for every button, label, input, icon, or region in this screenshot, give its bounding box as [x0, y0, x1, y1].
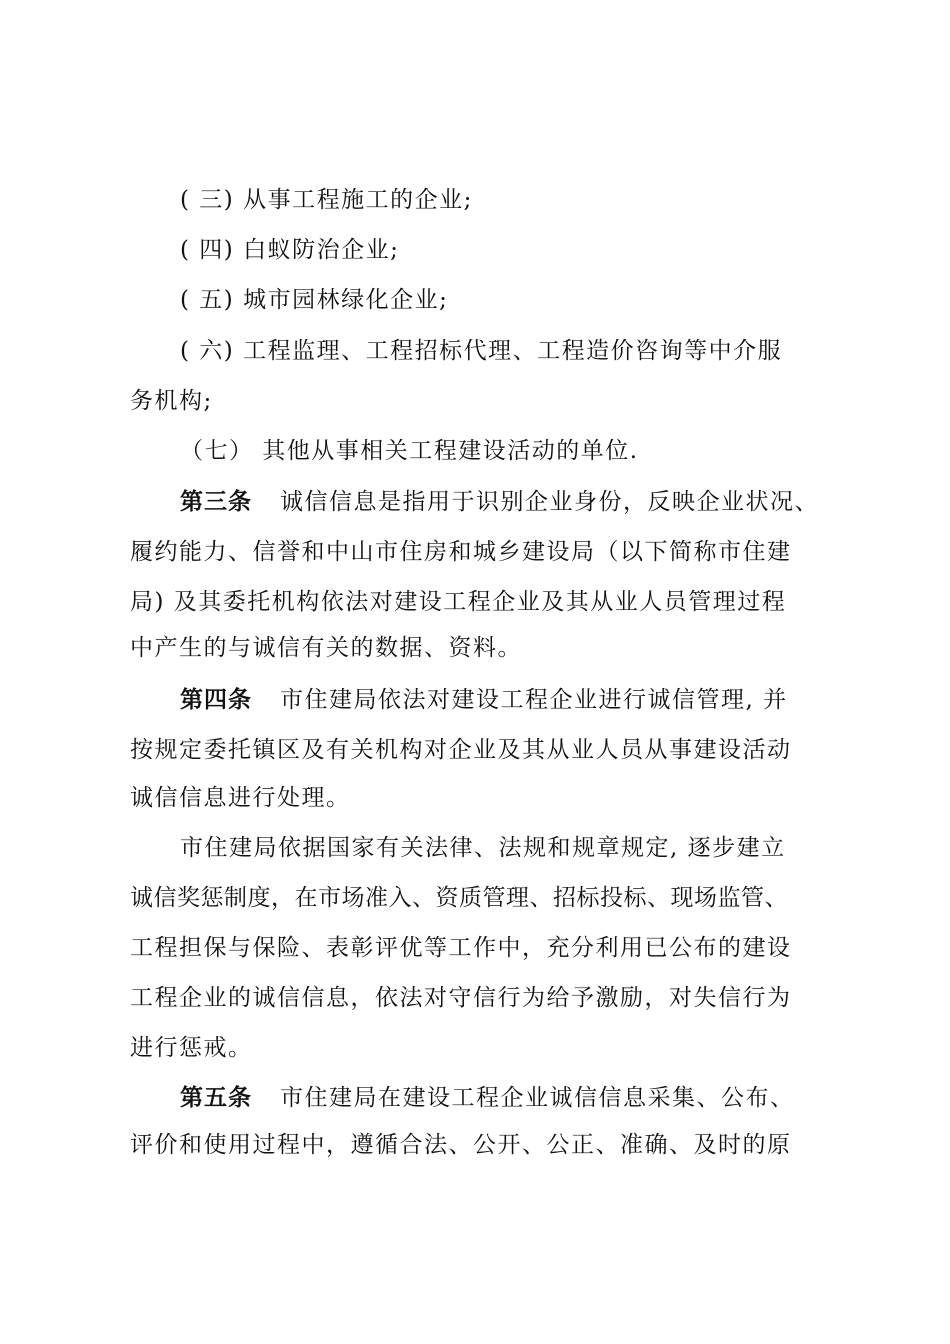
article-5-text: 市住建局在建设工程企业诚信信息采集、公布、 [280, 1085, 795, 1111]
article-4-label: 第四条 [180, 686, 252, 713]
list-item-3: ( 三) 从事工程施工的企业; [180, 187, 473, 213]
paragraph-line5: 进行惩戒。 [130, 1035, 253, 1061]
article-5-label: 第五条 [180, 1084, 252, 1111]
paragraph-line1: 市住建局依据国家有关法律、法规和规章规定, 逐步建立 [180, 835, 786, 861]
article-3-line1 [180, 487, 830, 517]
list-item-6-line2: 务机构; [130, 388, 213, 414]
paragraph-line4: 工程企业的诚信信息，依法对守信行为给予激励，对失信行为 [130, 985, 792, 1011]
list-item-4: ( 四) 白蚁防治企业; [180, 237, 400, 263]
article-3-text: 诚信信息是指用于识别企业身份，反映企业状况、 [280, 489, 819, 515]
article-3-line3: 局) 及其委托机构依法对建设工程企业及其从业人员管理过程 [130, 589, 787, 615]
article-4-line1 [180, 685, 830, 715]
list-item-6-line1: ( 六) 工程监理、工程招标代理、工程造价咨询等中介服 [180, 338, 783, 364]
article-4-line2: 按规定委托镇区及有关机构对企业及其从业人员从事建设活动 [130, 737, 792, 763]
article-3-line4: 中产生的与诚信有关的数据、资料。 [130, 635, 522, 661]
paragraph-line3: 工程担保与保险、表彰评优等工作中，充分利用已公布的建设 [130, 935, 792, 961]
paragraph-line2: 诚信奖惩制度，在市场准入、资质管理、招标投标、现场监管、 [130, 885, 788, 911]
article-5-line2: 评价和使用过程中，遵循合法、公开、公正、准确、及时的原 [130, 1132, 792, 1158]
article-3-label: 第三条 [180, 488, 252, 515]
list-item-7: （七） 其他从事相关工程建设活动的单位. [180, 438, 639, 464]
article-5-line1 [180, 1083, 830, 1113]
article-4-line3: 诚信信息进行处理。 [130, 785, 351, 811]
list-item-5: ( 五) 城市园林绿化企业; [180, 287, 449, 313]
article-4-text: 市住建局依法对建设工程企业进行诚信管理, 并 [280, 687, 788, 713]
article-3-line2: 履约能力、信誉和中山市住房和城乡建设局（以下简称市住建 [130, 539, 792, 565]
